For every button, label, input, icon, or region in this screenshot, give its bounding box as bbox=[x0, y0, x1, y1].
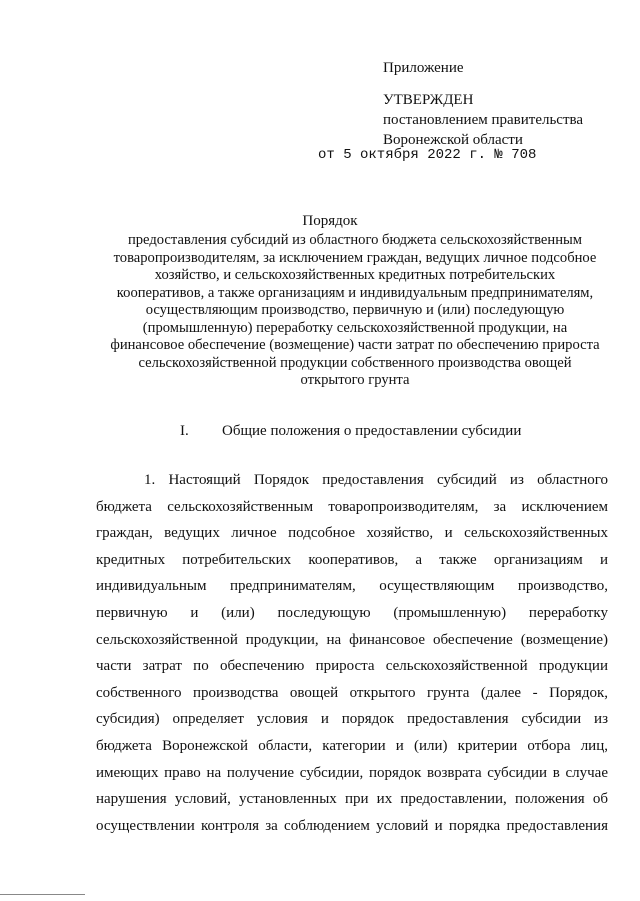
section-heading bbox=[180, 421, 521, 441]
paragraph-line: осуществлении контроля за соблюдением условий и порядка предоставления bbox=[96, 817, 608, 834]
paragraph-line: сельскохозяйственной продукции, на финансовое обеспечение (возмещение) bbox=[96, 631, 608, 648]
paragraph-line: кредитных потребительских кооперативов, а также организациям и bbox=[96, 551, 608, 568]
paragraph-line: бюджета сельскохозяйственным товаропроизводителям, за исключением bbox=[96, 498, 608, 515]
paragraph-line: субсидия) определяет условия и порядок предоставления субсидии из bbox=[96, 711, 608, 728]
title-line: (промышленную) переработку сельскохозяйственной продукции, на bbox=[142, 319, 568, 336]
title-line: осуществляющим производство, первичную и (или) последующую bbox=[145, 302, 565, 318]
title-line: кооперативов, а также организациям и индивидуальным предпринимателям, bbox=[116, 284, 594, 301]
paragraph-line: части затрат по обеспечению прироста сельскохозяйственной продукции bbox=[96, 658, 608, 675]
appendix-label: Приложение bbox=[383, 60, 464, 76]
order-title-text bbox=[95, 232, 615, 390]
section-number: I. bbox=[180, 423, 189, 439]
paragraph-1 bbox=[96, 470, 608, 842]
paragraph-line: нарушения условий, установленных при их предоставлении, положения об bbox=[96, 791, 608, 808]
approved-by-region: Воронежской области bbox=[383, 132, 523, 148]
paragraph-line: 1. Настоящий Порядок предоставления субсидий из областного bbox=[144, 472, 608, 488]
title-line: финансовое обеспечение (возмещение) части затрат по обеспечению прироста bbox=[110, 337, 600, 353]
spacer bbox=[383, 78, 583, 90]
title-line: предоставления субсидий из областного бюджета сельскохозяйственным bbox=[127, 232, 583, 248]
paragraph-line: индивидуальным предпринимателям, осуществляющим производство, bbox=[96, 578, 608, 595]
title-line: хозяйство, и сельскохозяйственных кредитных потребительских bbox=[154, 267, 556, 283]
footer-rule bbox=[0, 894, 85, 895]
paragraph-line: собственного производства овощей открытого грунта (далее - Порядок, bbox=[96, 684, 608, 701]
decree-number: от 5 октября 2022 г. № 708 bbox=[318, 147, 537, 163]
title-line: товаропроизводителям, за исключением граждан, ведущих личное подсобное bbox=[113, 249, 597, 266]
approved-label: УТВЕРЖДЕН bbox=[383, 92, 474, 108]
paragraph-line: имеющих право на получение субсидии, порядок возврата субсидии в случае bbox=[96, 764, 608, 781]
approved-by-line: постановлением правительства bbox=[383, 112, 584, 128]
order-heading: Порядок bbox=[302, 213, 358, 229]
paragraph-line: первичную и (или) последующую (промышленную) переработку bbox=[96, 604, 608, 621]
approval-block bbox=[383, 58, 583, 150]
paragraph-line: бюджета Воронежской области, категории и (или) критерии отбора лиц, bbox=[96, 737, 608, 754]
paragraph-line: граждан, ведущих личное подсобное хозяйство, и сельскохозяйственных bbox=[96, 525, 608, 542]
section-title: Общие положения о предоставлении субсидии bbox=[222, 423, 522, 439]
title-line: открытого грунта bbox=[300, 372, 410, 388]
title-line: сельскохозяйственной продукции собственного производства овощей bbox=[138, 354, 572, 371]
